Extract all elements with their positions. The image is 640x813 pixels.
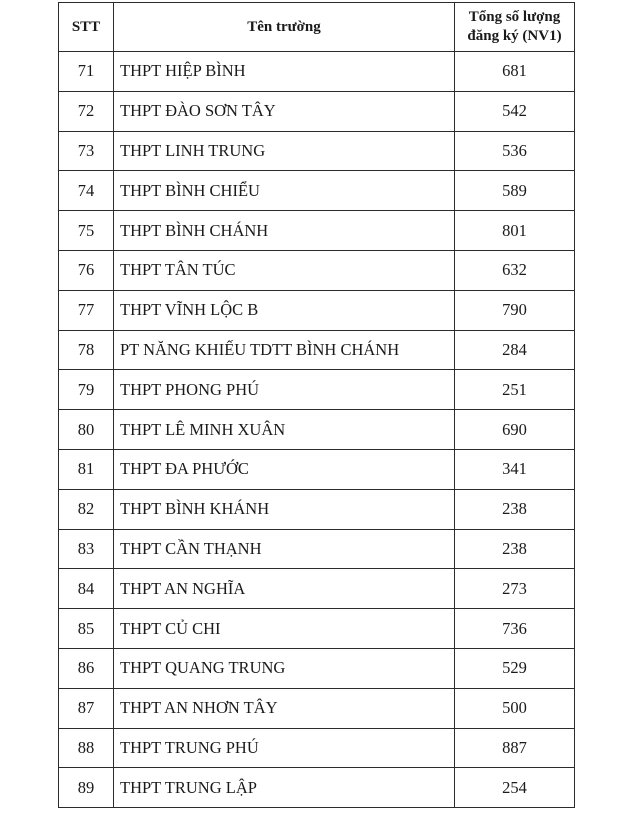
table-row — [59, 728, 575, 768]
table-row — [59, 250, 575, 290]
school-name-cell: THPT LÊ MINH XUÂN — [114, 410, 455, 450]
school-name-cell: THPT HIỆP BÌNH — [114, 52, 455, 92]
table-row — [59, 569, 575, 609]
table-body — [59, 52, 575, 808]
row-number-cell: 73 — [59, 131, 114, 171]
table-row — [59, 370, 575, 410]
registration-count-cell: 536 — [455, 131, 575, 171]
school-name-cell: THPT CẦN THẠNH — [114, 529, 455, 569]
school-name-cell: THPT BÌNH CHIỂU — [114, 171, 455, 211]
registration-count-cell: 341 — [455, 449, 575, 489]
row-number-cell: 82 — [59, 489, 114, 529]
table-row — [59, 410, 575, 450]
row-number-cell: 76 — [59, 250, 114, 290]
table-row — [59, 91, 575, 131]
table-row — [59, 171, 575, 211]
school-name-cell: THPT ĐA PHƯỚC — [114, 449, 455, 489]
school-name-cell: THPT BÌNH CHÁNH — [114, 211, 455, 251]
school-name-cell: THPT ĐÀO SƠN TÂY — [114, 91, 455, 131]
row-number-cell: 89 — [59, 768, 114, 808]
school-name-cell: THPT VĨNH LỘC B — [114, 290, 455, 330]
header-registration-count — [455, 3, 575, 52]
row-number-cell: 87 — [59, 688, 114, 728]
school-name-cell: THPT BÌNH KHÁNH — [114, 489, 455, 529]
row-number-cell: 86 — [59, 648, 114, 688]
table-row — [59, 489, 575, 529]
registration-count-cell: 500 — [455, 688, 575, 728]
school-name-cell: THPT TÂN TÚC — [114, 250, 455, 290]
registration-count-cell: 736 — [455, 609, 575, 649]
row-number-cell: 83 — [59, 529, 114, 569]
document-sheet — [58, 2, 574, 808]
registration-count-cell: 251 — [455, 370, 575, 410]
registration-count-cell: 790 — [455, 290, 575, 330]
row-number-cell: 71 — [59, 52, 114, 92]
school-name-cell: THPT QUANG TRUNG — [114, 648, 455, 688]
row-number-cell: 75 — [59, 211, 114, 251]
registration-count-cell: 589 — [455, 171, 575, 211]
registration-count-cell: 801 — [455, 211, 575, 251]
row-number-cell: 74 — [59, 171, 114, 211]
table-row — [59, 290, 575, 330]
row-number-cell: 77 — [59, 290, 114, 330]
table-row — [59, 52, 575, 92]
school-name-cell: THPT TRUNG PHÚ — [114, 728, 455, 768]
table-row — [59, 449, 575, 489]
school-name-cell: THPT PHONG PHÚ — [114, 370, 455, 410]
row-number-cell: 81 — [59, 449, 114, 489]
header-school-name: Tên trường — [114, 3, 455, 52]
header-row — [59, 3, 575, 52]
header-count-line-1: Tổng số lượng — [468, 9, 561, 25]
school-name-cell: THPT AN NGHĨA — [114, 569, 455, 609]
registration-count-cell: 284 — [455, 330, 575, 370]
registration-count-cell: 529 — [455, 648, 575, 688]
registration-count-cell: 542 — [455, 91, 575, 131]
registration-count-cell: 690 — [455, 410, 575, 450]
table-row — [59, 768, 575, 808]
row-number-cell: 79 — [59, 370, 114, 410]
registration-table — [58, 2, 575, 808]
registration-count-cell: 238 — [455, 529, 575, 569]
registration-count-cell: 254 — [455, 768, 575, 808]
table-row — [59, 330, 575, 370]
table-row — [59, 688, 575, 728]
header-count-line-2: đăng ký (NV1) — [467, 28, 562, 44]
registration-count-cell: 681 — [455, 52, 575, 92]
school-name-cell: THPT AN NHƠN TÂY — [114, 688, 455, 728]
registration-count-cell: 273 — [455, 569, 575, 609]
table-row — [59, 648, 575, 688]
row-number-cell: 84 — [59, 569, 114, 609]
header-stt: STT — [59, 3, 114, 52]
row-number-cell: 85 — [59, 609, 114, 649]
registration-count-cell: 887 — [455, 728, 575, 768]
table-row — [59, 529, 575, 569]
school-name-cell: THPT TRUNG LẬP — [114, 768, 455, 808]
table-row — [59, 131, 575, 171]
table-row — [59, 609, 575, 649]
row-number-cell: 80 — [59, 410, 114, 450]
registration-count-cell: 238 — [455, 489, 575, 529]
school-name-cell: THPT CỦ CHI — [114, 609, 455, 649]
row-number-cell: 88 — [59, 728, 114, 768]
table-row — [59, 211, 575, 251]
school-name-cell: THPT LINH TRUNG — [114, 131, 455, 171]
registration-count-cell: 632 — [455, 250, 575, 290]
school-name-cell: PT NĂNG KHIẾU TDTT BÌNH CHÁNH — [114, 330, 455, 370]
row-number-cell: 72 — [59, 91, 114, 131]
row-number-cell: 78 — [59, 330, 114, 370]
